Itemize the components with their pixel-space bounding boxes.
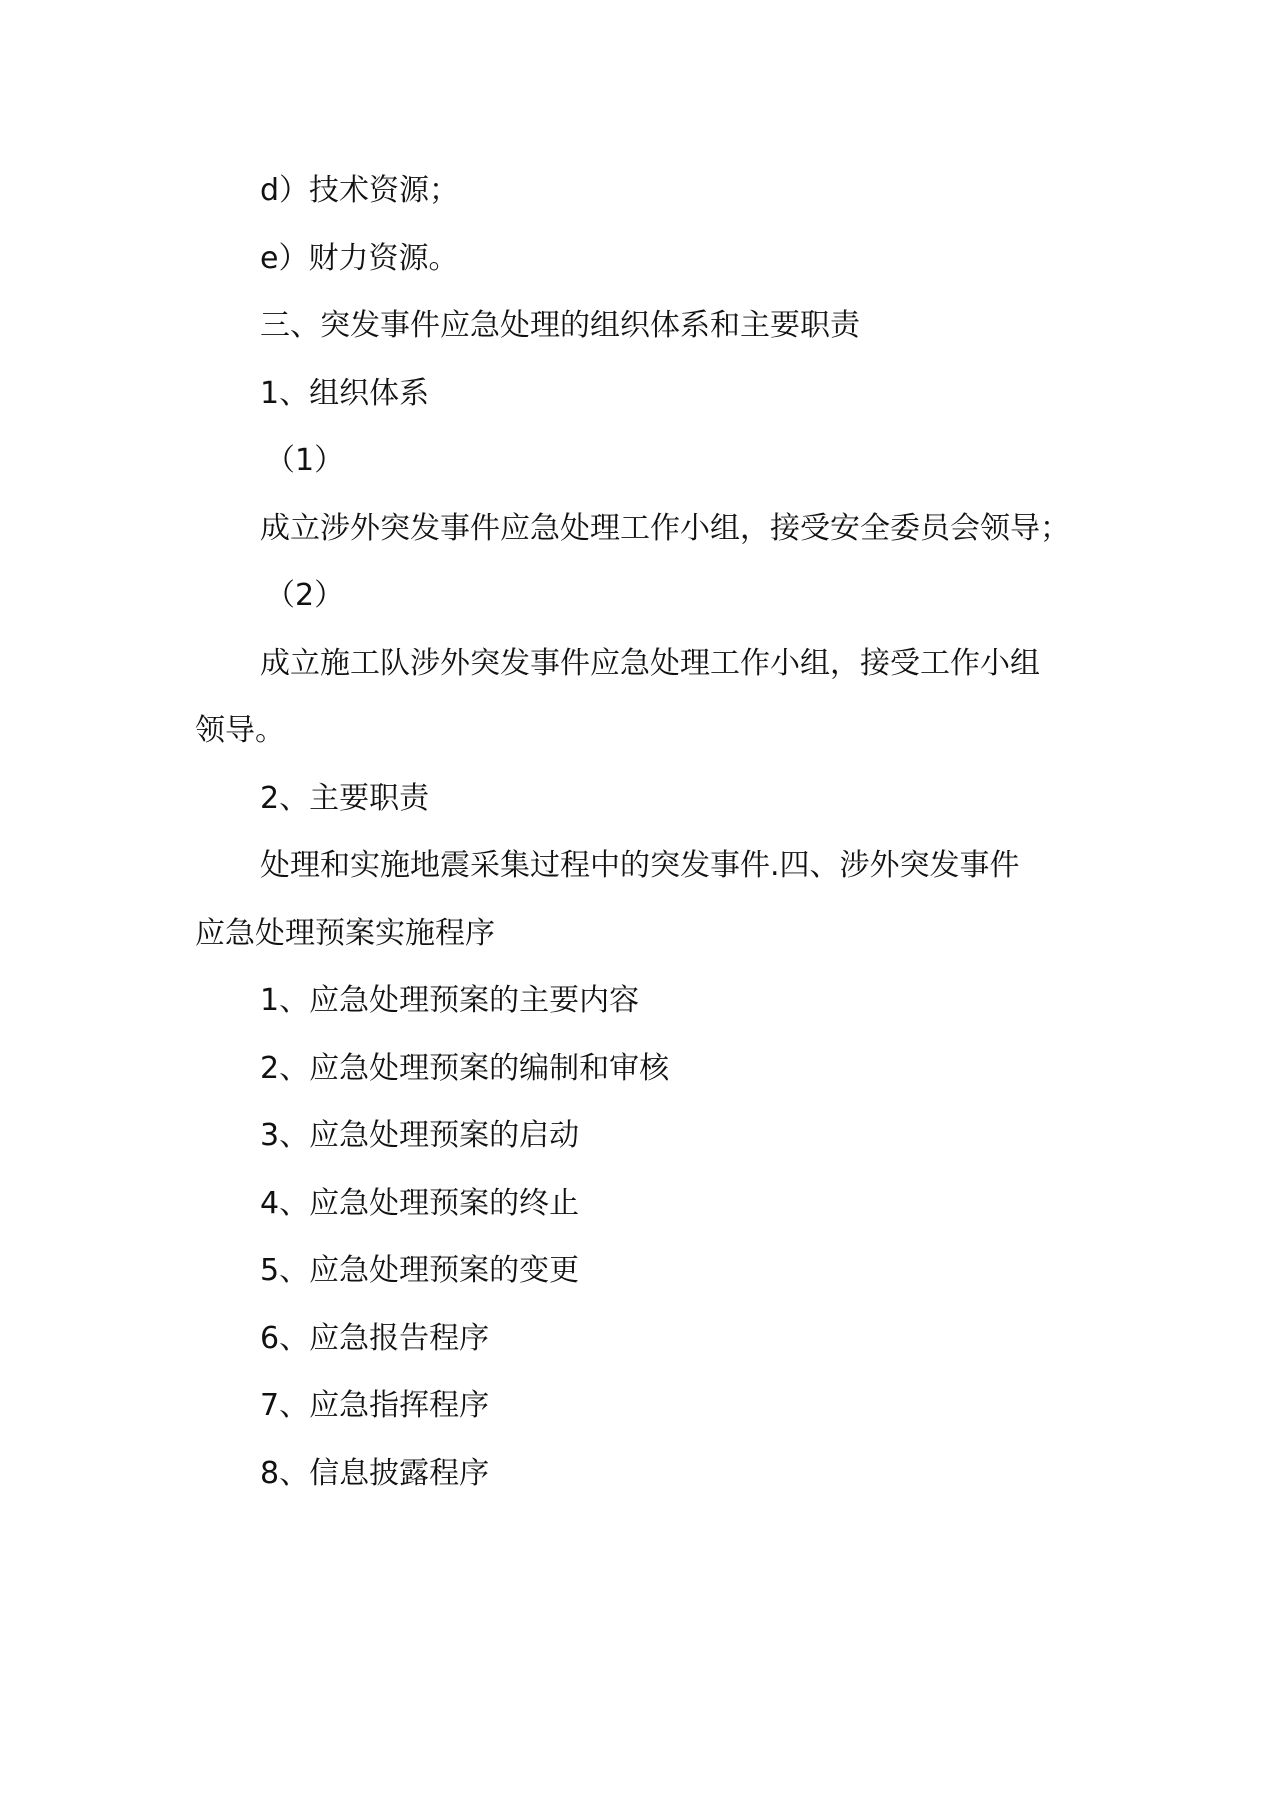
section-heading-organization: 三、突发事件应急处理的组织体系和主要职责 [260,308,860,343]
procedure-item-5: 5、应急处理预案的变更 [260,1253,580,1288]
subheading-main-duties: 2、主要职责 [260,780,430,816]
item-number-2: （2） [265,578,345,613]
list-item-technical-resources: d）技术资源； [260,173,460,208]
procedure-item-6: 6、应急报告程序 [260,1320,490,1356]
procedure-item-3: 3、应急处理预案的启动 [260,1118,580,1153]
paragraph-construction-team-line2: 领导。 [195,713,285,748]
procedure-item-4: 4、应急处理预案的终止 [260,1185,580,1221]
document-body [195,157,1095,1507]
paragraph-construction-team-line1: 成立施工队涉外突发事件应急处理工作小组，接受工作小组 [260,645,1040,681]
procedure-item-7: 7、应急指挥程序 [260,1388,490,1423]
paragraph-working-group: 成立涉外突发事件应急处理工作小组，接受安全委员会领导； [260,510,1070,546]
subheading-organization-system: 1、组织体系 [260,375,430,411]
paragraph-duties-line1: 处理和实施地震采集过程中的突发事件.四、涉外突发事件 [260,848,1020,883]
paragraph-duties-line2: 应急处理预案实施程序 [195,915,495,951]
procedure-item-1: 1、应急处理预案的主要内容 [260,983,640,1018]
procedure-item-8: 8、信息披露程序 [260,1455,490,1491]
procedure-item-2: 2、应急处理预案的编制和审核 [260,1050,670,1086]
list-item-financial-resources: e）财力资源。 [260,240,459,276]
item-number-1: （1） [265,443,345,478]
